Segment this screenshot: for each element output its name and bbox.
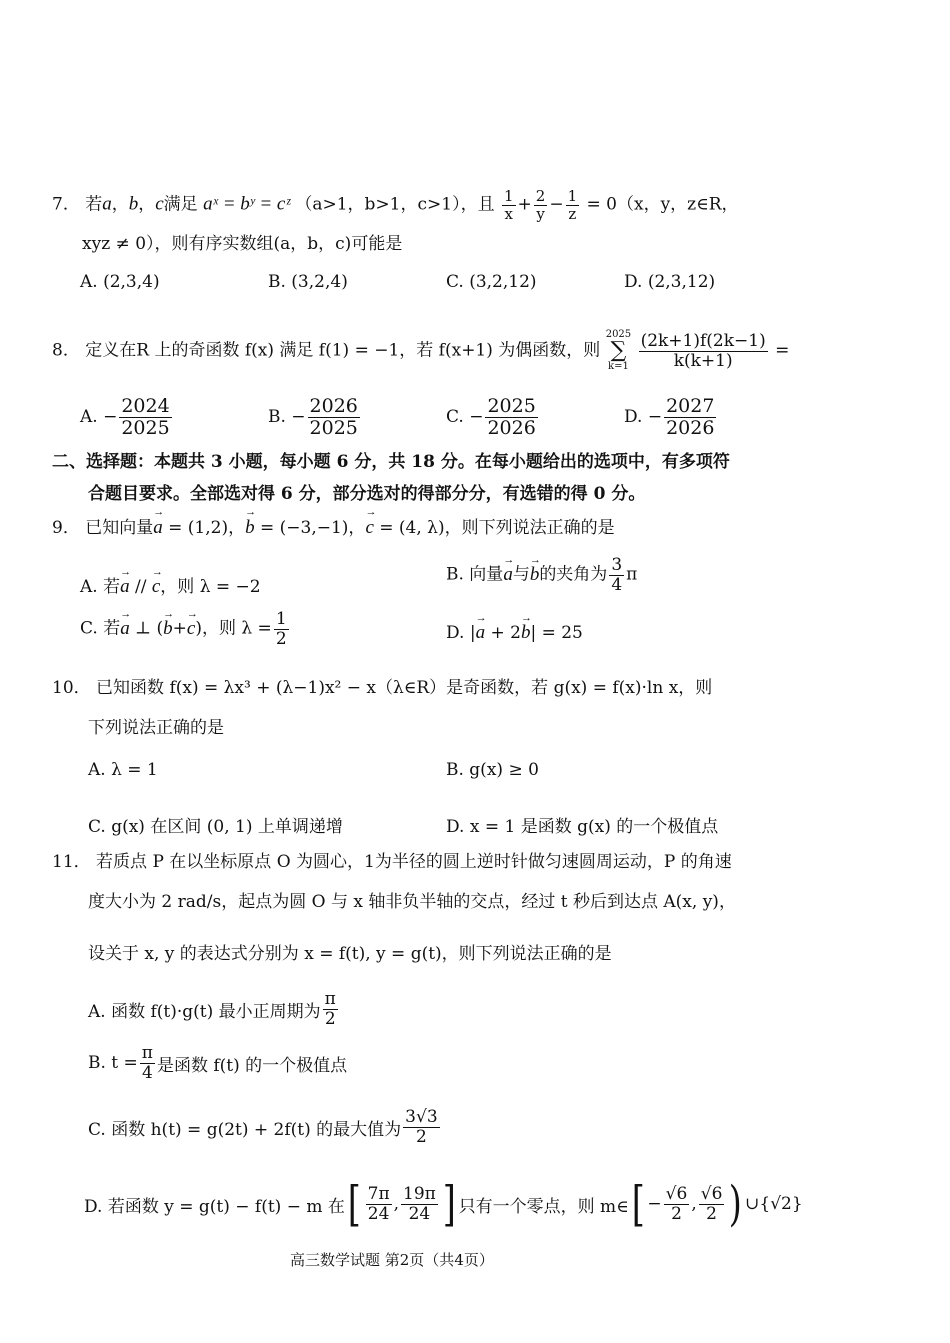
q10-option-c: C. g(x) 在区间 (0, 1) 上单调递增 [88, 817, 343, 837]
q7-option-d: D. (2,3,12) [624, 272, 716, 292]
q10-stem-cont: 下列说法正确的是 [88, 718, 224, 738]
page-footer: 高三数学试题 第2页（共4页） [290, 1251, 494, 1269]
q8-option-c: C. − $\frac{2025}{2026}$ [446, 395, 536, 439]
q10-number: 10． [52, 678, 91, 698]
q11-option-c: C. 函数 h(t) = g(2t) + 2f(t) 的最大值为 $\frac{3√3}{2}$ [88, 1107, 438, 1147]
section-2-heading-cont: 合题目要求。全部选对得 6 分，部分选对的得部分分，有选错的得 0 分。 [88, 484, 646, 504]
q9-option-a: A. 若→ a // → c，则 λ = −2 [80, 572, 261, 598]
q7-frac-2: $\frac{2}{y}$ [535, 187, 546, 223]
q8-option-d: D. − $\frac{2027}{2026}$ [624, 395, 715, 439]
q7-option-c: C. (3,2,12) [446, 272, 537, 292]
section-2-heading: 二、选择题：本题共 3 小题，每小题 6 分，共 18 分。在每小题给出的选项中，有多项符 [52, 452, 730, 472]
q8-option-b: B. − $\frac{2026}{2025}$ [268, 395, 358, 439]
q7-line2: xyz ≠ 0），则有序实数组(a，b，c)可能是 [82, 234, 403, 254]
q8-stem: 8． 定义在R 上的奇函数 f(x) 满足 f(1) = −1，若 f(x+1) 为偶函数，则 2025 ∑ k=1 $\frac{(2k+1)f(2k-1)}{k(k+1)}$ = [52, 329, 790, 372]
q9-option-b: B. 向量→ a与→ b的夹角为 $\frac{3}{4}$ π [446, 556, 637, 594]
q11-option-d: D. 若函数 y = g(t) − f(t) − m 在[ $\frac{7\pi}{24}$ , $\frac{19\pi}{24}$ ] 只有一个零点，则 m∈[ − $\frac{√6}{2}$ , $\frac{√6}{2}$ ) ∪{√2} [84, 1176, 803, 1232]
q10-option-b: B. g(x) ≥ 0 [446, 760, 539, 780]
q7-option-b: B. (3,2,4) [268, 272, 348, 292]
q7-condition: aˣ = bʸ = cᶻ [203, 193, 290, 215]
q7-line1: 7． 若a，b，c满足 aˣ = bʸ = cᶻ （a>1，b>1，c>1），且 $\frac{1}{x}$ + $\frac{2}{y}$ − $\frac{1}{z}$ = 0（x，y，z∈R， [52, 187, 739, 223]
q8-number: 8． [52, 340, 80, 361]
q11-option-a: A. 函数 f(t)·g(t) 最小正周期为 $\frac{\pi}{2}$ [88, 989, 336, 1029]
q7-option-a: A. (2,3,4) [80, 272, 160, 292]
q9-number: 9． [52, 518, 80, 538]
sum-symbol: 2025 ∑ k=1 [605, 329, 632, 372]
q10-option-a: A. λ = 1 [88, 760, 158, 780]
q11-number: 11． [52, 852, 91, 872]
q10-stem: 10． 已知函数 f(x) = λx³ + (λ−1)x² − x（λ∈R）是奇函数，若 g(x) = f(x)·ln x，则 [52, 678, 713, 698]
q7-frac-3: $\frac{1}{z}$ [567, 187, 578, 223]
q9-option-d: D. |→ a + 2→ b| = 25 [446, 622, 583, 644]
q7-frac-1: $\frac{1}{x}$ [503, 187, 514, 223]
q8-option-a: A. − $\frac{2024}{2025}$ [80, 395, 170, 439]
q10-option-d: D. x = 1 是函数 g(x) 的一个极值点 [446, 817, 719, 837]
q8-sum-fraction: $\frac{(2k+1)f(2k-1)}{k(k+1)}$ [640, 330, 766, 371]
q11-stem-cont-2: 设关于 x, y 的表达式分别为 x = f(t), y = g(t)，则下列说法正确的是 [88, 944, 612, 964]
q9-option-c: C. 若→ a ⊥ (→ b+→ c)，则 λ = $\frac{1}{2}$ [80, 610, 291, 648]
q11-stem: 11． 若质点 P 在以坐标原点 O 为圆心，1为半径的圆上逆时针做匀速圆周运动，P 的角速 [52, 852, 732, 872]
q7-number: 7． [52, 194, 80, 215]
q9-stem: 9． 已知向量→ a = (1,2)，→ b = (−3,−1)，→ c = (4, λ)，则下列说法正确的是 [52, 516, 615, 540]
q11-stem-cont-1: 度大小为 2 rad/s，起点为圆 O 与 x 轴非负半轴的交点，经过 t 秒后到达点 A(x, y)， [88, 892, 736, 912]
q11-option-b: B. t = $\frac{\pi}{4}$ 是函数 f(t) 的一个极值点 [88, 1043, 348, 1083]
